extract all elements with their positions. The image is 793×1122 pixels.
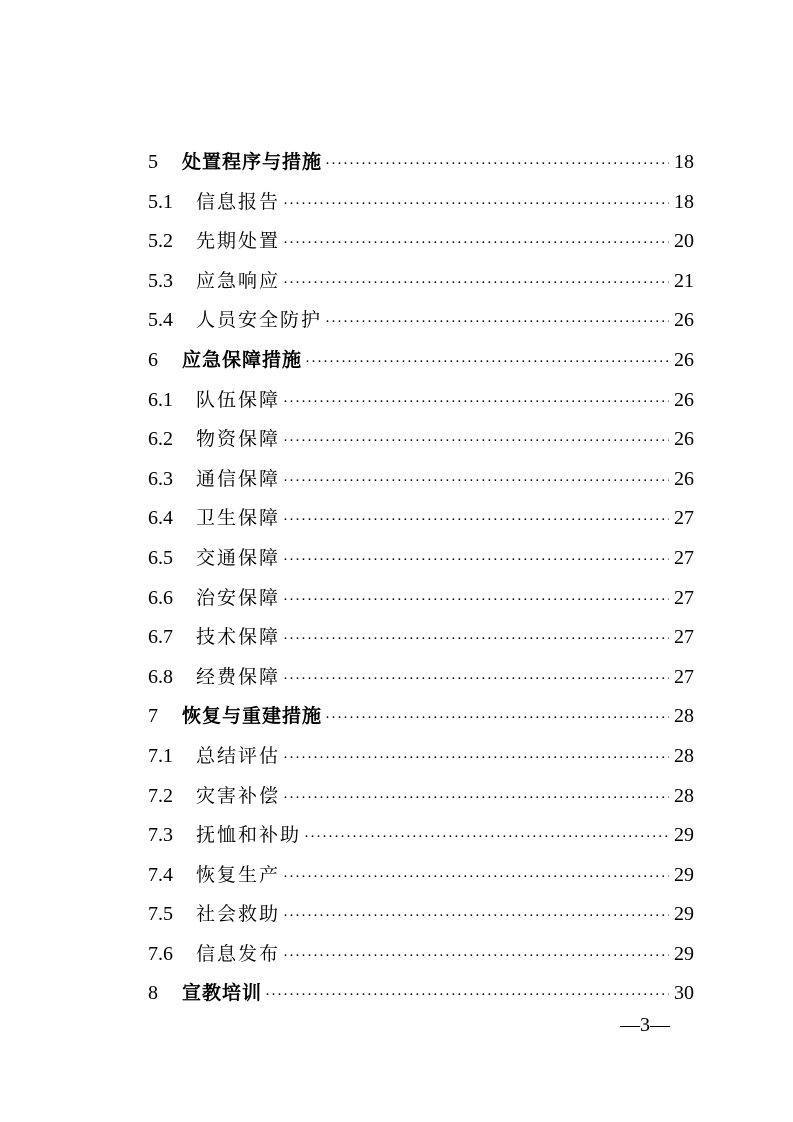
toc-entry xyxy=(148,341,694,381)
toc-dot-leader xyxy=(325,303,669,343)
toc-dot-leader xyxy=(283,541,669,581)
toc-dot-leader xyxy=(283,858,669,898)
toc-entry-title: 应急保障措施 xyxy=(182,348,303,371)
toc-dot-leader xyxy=(283,897,669,937)
toc-entry-number: 6.4 xyxy=(148,507,173,530)
toc-dot-leader xyxy=(283,264,669,304)
toc-entry-number: 7.1 xyxy=(148,744,173,767)
toc-entry-title: 卫生保障 xyxy=(196,507,281,530)
toc-dot-leader xyxy=(283,660,669,700)
toc-entry xyxy=(148,697,694,737)
toc-entry-number: 5.3 xyxy=(148,269,173,292)
toc-entry-number: 7.4 xyxy=(148,863,173,886)
toc-entry xyxy=(148,143,694,183)
toc-entry-number: 5.4 xyxy=(148,309,173,332)
toc-entry-number: 7 xyxy=(148,705,158,728)
toc-entry-page: 28 xyxy=(674,705,694,728)
toc-entry-title: 宣教培训 xyxy=(182,982,263,1005)
toc-dot-leader xyxy=(283,581,669,621)
toc-entry-title: 技术保障 xyxy=(196,626,281,649)
toc-entry-page: 27 xyxy=(674,507,694,530)
toc-entry xyxy=(148,301,694,341)
toc-dot-leader xyxy=(283,501,669,541)
toc-entry-number: 5 xyxy=(148,151,158,173)
toc-entry-page: 26 xyxy=(674,388,694,411)
toc-entry-number: 6.5 xyxy=(148,546,173,569)
toc-dot-leader xyxy=(283,185,669,225)
toc-entry-title: 灾害补偿 xyxy=(196,784,281,807)
toc-entry-title: 恢复与重建措施 xyxy=(182,705,323,728)
toc-entry xyxy=(148,222,694,262)
toc-entry xyxy=(148,935,694,975)
toc-dot-leader xyxy=(283,224,669,264)
toc-entry xyxy=(148,262,694,302)
toc-entry-number: 7.3 xyxy=(148,824,173,847)
toc-entry-title: 应急响应 xyxy=(196,269,281,292)
toc-entry xyxy=(148,460,694,500)
table-of-contents xyxy=(148,143,694,1014)
toc-entry-page: 30 xyxy=(674,982,694,1005)
toc-entry xyxy=(148,974,694,1014)
toc-entry-page: 20 xyxy=(674,230,694,253)
toc-entry xyxy=(148,777,694,817)
toc-entry-page: 27 xyxy=(674,665,694,688)
toc-entry-title: 先期处置 xyxy=(196,230,281,253)
toc-entry-page: 28 xyxy=(674,744,694,767)
toc-entry xyxy=(148,816,694,856)
toc-entry-title: 处置程序与措施 xyxy=(182,151,323,173)
toc-entry-title: 总结评估 xyxy=(196,744,281,767)
toc-entry xyxy=(148,579,694,619)
toc-entry-page: 18 xyxy=(674,151,694,173)
toc-entry-number: 6.8 xyxy=(148,665,173,688)
toc-entry-page: 28 xyxy=(674,784,694,807)
toc-entry-page: 29 xyxy=(674,824,694,847)
toc-entry-number: 7.2 xyxy=(148,784,173,807)
toc-dot-leader xyxy=(283,779,669,819)
toc-entry-title: 通信保障 xyxy=(196,467,281,490)
toc-dot-leader xyxy=(283,937,669,977)
toc-entry-title: 队伍保障 xyxy=(196,388,281,411)
toc-dot-leader xyxy=(265,976,669,1016)
toc-dot-leader xyxy=(305,343,669,383)
toc-entry-number: 6.7 xyxy=(148,626,173,649)
toc-dot-leader xyxy=(283,739,669,779)
toc-entry-page: 26 xyxy=(674,348,694,371)
toc-entry-number: 6.6 xyxy=(148,586,173,609)
toc-entry-number: 5.1 xyxy=(148,190,173,213)
toc-entry-title: 物资保障 xyxy=(196,428,281,451)
toc-entry-number: 8 xyxy=(148,982,158,1005)
toc-entry-title: 经费保障 xyxy=(196,665,281,688)
toc-entry-page: 26 xyxy=(674,467,694,490)
toc-entry-number: 5.2 xyxy=(148,230,173,253)
toc-entry-number: 6.3 xyxy=(148,467,173,490)
toc-entry-page: 27 xyxy=(674,626,694,649)
toc-entry xyxy=(148,381,694,421)
toc-entry-page: 29 xyxy=(674,863,694,886)
toc-entry-page: 29 xyxy=(674,903,694,926)
toc-entry-page: 26 xyxy=(674,309,694,332)
toc-entry xyxy=(148,618,694,658)
toc-entry-title: 恢复生产 xyxy=(196,863,281,886)
toc-entry-page: 18 xyxy=(674,190,694,213)
toc-entry-number: 6.1 xyxy=(148,388,173,411)
toc-entry-number: 6 xyxy=(148,348,158,371)
toc-entry-page: 29 xyxy=(674,942,694,965)
toc-entry-number: 6.2 xyxy=(148,428,173,451)
toc-dot-leader xyxy=(325,145,669,185)
toc-entry-page: 21 xyxy=(674,269,694,292)
toc-dot-leader xyxy=(283,383,669,423)
toc-entry xyxy=(148,539,694,579)
toc-entry-number: 7.6 xyxy=(148,942,173,965)
toc-entry xyxy=(148,183,694,223)
toc-dot-leader xyxy=(283,422,669,462)
toc-entry-title: 交通保障 xyxy=(196,546,281,569)
toc-entry xyxy=(148,895,694,935)
page-number: —3— xyxy=(620,1014,670,1036)
toc-entry-title: 抚恤和补助 xyxy=(196,824,302,847)
toc-entry xyxy=(148,420,694,460)
toc-entry-page: 26 xyxy=(674,428,694,451)
toc-entry-page: 27 xyxy=(674,586,694,609)
toc-dot-leader xyxy=(304,818,669,858)
toc-entry xyxy=(148,658,694,698)
toc-entry-title: 信息发布 xyxy=(196,942,281,965)
toc-entry xyxy=(148,499,694,539)
toc-entry-title: 治安保障 xyxy=(196,586,281,609)
toc-entry xyxy=(148,737,694,777)
toc-dot-leader xyxy=(283,620,669,660)
toc-dot-leader xyxy=(325,699,669,739)
toc-entry-title: 信息报告 xyxy=(196,190,281,213)
toc-entry-page: 27 xyxy=(674,546,694,569)
toc-dot-leader xyxy=(283,462,669,502)
toc-entry-title: 人员安全防护 xyxy=(196,309,323,332)
toc-entry xyxy=(148,856,694,896)
toc-entry-number: 7.5 xyxy=(148,903,173,926)
toc-entry-title: 社会救助 xyxy=(196,903,281,926)
